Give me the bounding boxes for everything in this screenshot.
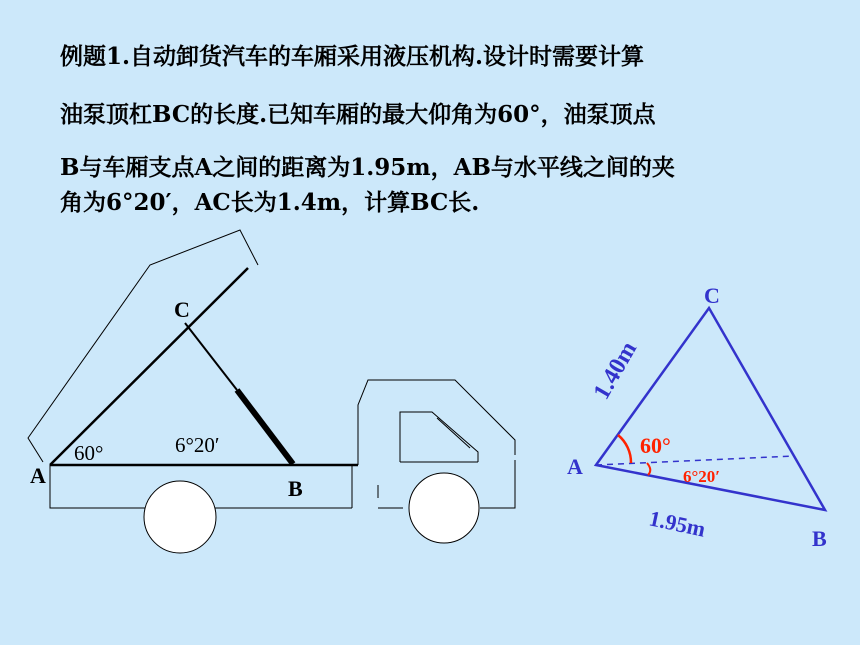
truck-ram-cylinder: [237, 390, 293, 464]
truck-tipper-body: [28, 230, 258, 462]
truck-angle-60: 60°: [74, 441, 104, 465]
truck-cab: [358, 380, 515, 465]
truck-chassis: [50, 465, 145, 508]
angle-arc-60: [618, 435, 631, 463]
triangle-label-a: A: [567, 454, 583, 479]
truck-cab-window-line: [437, 418, 470, 448]
problem-line-3: B与车厢支点A之间的距离为1.95m，AB与水平线之间的夹: [60, 154, 675, 181]
triangle-angle-60: 60°: [640, 433, 671, 458]
truck-label-c: C: [174, 297, 190, 322]
truck-front-wheel: [409, 473, 479, 543]
triangle-diagram: [567, 283, 827, 551]
truck-angle-6-20: 6°20′: [175, 433, 220, 457]
truck-rear-wheel: [144, 481, 216, 553]
triangle-label-c: C: [704, 283, 720, 308]
truck-label-a: A: [30, 463, 46, 488]
truck-label-b: B: [288, 476, 303, 501]
truck-ram-rod: [185, 323, 237, 390]
problem-line-4: 角为6°20′，AC长为1.4m，计算BC长.: [60, 189, 480, 216]
angle-arc-6-20: [647, 463, 650, 475]
triangle-length-ab: 1.95m: [646, 505, 708, 542]
triangle-length-ac: 1.40m: [588, 337, 643, 404]
truck-diagram: [28, 230, 515, 553]
triangle-label-b: B: [812, 526, 827, 551]
problem-line-1: 例题1.自动卸货汽车的车厢采用液压机构.设计时需要计算: [60, 43, 645, 70]
triangle-angle-6-20: 6°20′: [683, 467, 721, 486]
truck-bumper: [480, 460, 515, 508]
problem-line-2: 油泵顶杠BC的长度.已知车厢的最大仰角为60°，油泵顶点: [60, 101, 656, 128]
triangle-horizontal-dashed: [596, 456, 793, 465]
